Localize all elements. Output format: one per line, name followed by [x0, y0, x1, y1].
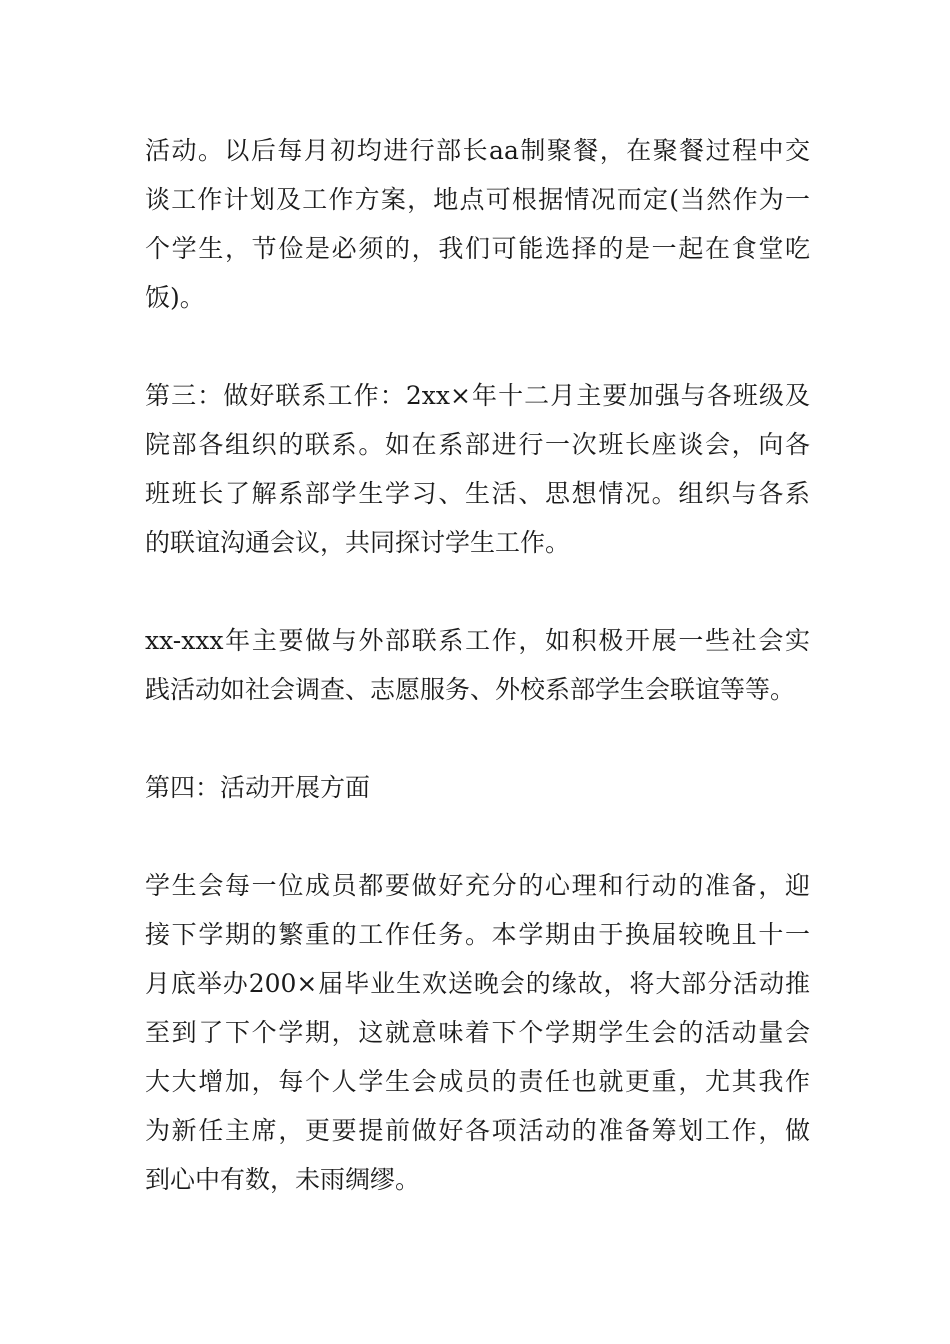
text-line: 的联谊沟通会议，共同探讨学生工作。	[145, 528, 571, 557]
text-line: 到心中有数，未雨绸缪。	[145, 1165, 421, 1194]
paragraph-5	[145, 861, 810, 1204]
text-line: 接下学期的繁重的工作任务。本学期由于换届较晚且十一	[145, 920, 810, 949]
paragraph-2	[145, 371, 810, 567]
text-line: 至到了下个学期，这就意味着下个学期学生会的活动量会	[145, 1018, 810, 1047]
section-heading	[145, 763, 810, 812]
text-line: 活动。以后每月初均进行部长aa制聚餐，在聚餐过程中交	[145, 136, 810, 165]
paragraph-3	[145, 616, 810, 714]
text-line: 学生会每一位成员都要做好充分的心理和行动的准备，迎	[145, 871, 810, 900]
text-line: 月底举办200×届毕业生欢送晚会的缘故，将大部分活动推	[145, 969, 810, 998]
text-line: 班班长了解系部学生学习、生活、思想情况。组织与各系	[145, 479, 810, 508]
text-line: 院部各组织的联系。如在系部进行一次班长座谈会，向各	[145, 430, 810, 459]
text-line: 谈工作计划及工作方案，地点可根据情况而定(当然作为一	[145, 185, 810, 214]
text-line: 为新任主席，更要提前做好各项活动的准备筹划工作，做	[145, 1116, 810, 1145]
text-line: 第三：做好联系工作：2xx×年十二月主要加强与各班级及	[145, 381, 810, 410]
text-line: xx-xxx年主要做与外部联系工作，如积极开展一些社会实	[145, 626, 810, 655]
text-line: 个学生，节俭是必须的，我们可能选择的是一起在食堂吃	[145, 234, 810, 263]
text-line: 第四：活动开展方面	[145, 773, 371, 802]
text-line: 饭)。	[145, 283, 205, 312]
text-line: 践活动如社会调查、志愿服务、外校系部学生会联谊等等。	[145, 675, 796, 704]
document-body	[145, 126, 810, 1253]
paragraph-1	[145, 126, 810, 322]
text-line: 大大增加，每个人学生会成员的责任也就更重，尤其我作	[145, 1067, 810, 1096]
